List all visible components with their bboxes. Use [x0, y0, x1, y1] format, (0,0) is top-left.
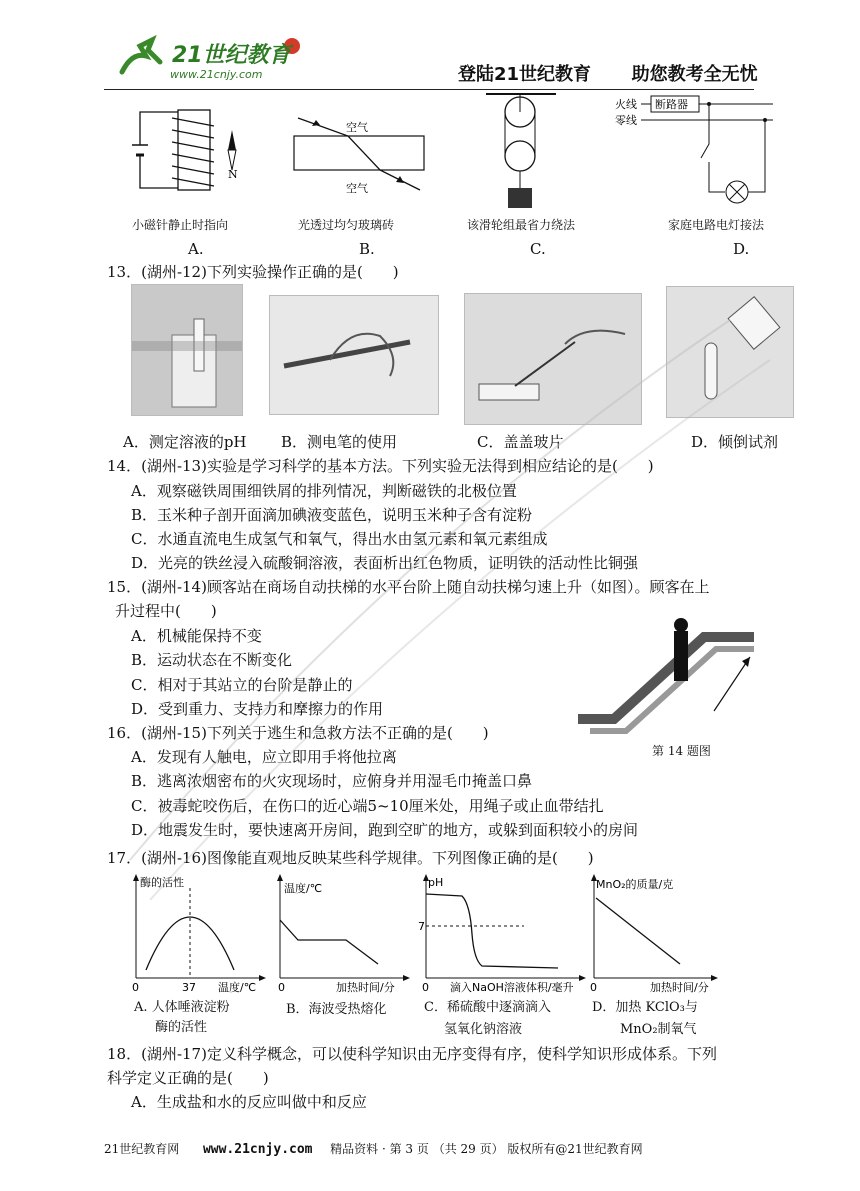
caption-d: 家庭电路电灯接法: [668, 218, 765, 232]
svg-text:空气: 空气: [346, 182, 368, 195]
q15-figure-caption: 第 14 题图: [652, 744, 711, 758]
pour-reagent-photo: [666, 286, 794, 418]
q14-option-b: B．玉米种子剖开面滴加碘液变蓝色，说明玉米种子含有淀粉: [131, 506, 533, 524]
graph-d-caption-1: D．加热 KClO₃与: [592, 1000, 698, 1015]
pulley-figure: [486, 92, 556, 212]
graph-d-caption-2: MnO₂制氧气: [620, 1022, 697, 1037]
q15-option-d: D．受到重力、支持力和摩擦力的作用: [131, 700, 384, 718]
graph-a-caption-2: 酶的活性: [155, 1020, 208, 1035]
graph-mno2-mass: [588, 874, 723, 994]
q13-option-c: C．盖盖玻片: [477, 433, 564, 451]
q18-stem-line1: 18．(湖州-17)定义科学概念，可以使科学知识由无序变得有序，使科学知识形成体系。下列: [107, 1045, 717, 1063]
footer-info: 精品资料 · 第 3 页 （共 29 页） 版权所有@21世纪教育网: [330, 1142, 643, 1156]
solenoid-figure: [128, 100, 248, 195]
graph-a-caption-1: A. 人体唾液淀粉: [134, 1000, 230, 1015]
household-circuit-figure: [615, 94, 775, 206]
svg-text:温度/℃: 温度/℃: [284, 882, 323, 895]
svg-text:加热时间/分: 加热时间/分: [336, 981, 395, 994]
q15-option-c: C．相对于其站立的台阶是静止的: [131, 676, 353, 694]
graph-c-caption-1: C．稀硫酸中逐滴滴入: [424, 1000, 551, 1015]
label-a: A.: [188, 240, 204, 258]
q15-stem-line2: 升过程中( ): [115, 602, 217, 620]
q15-option-b: B．运动状态在不断变化: [131, 651, 293, 669]
svg-text:pH: pH: [428, 876, 444, 889]
footer-url: www.21cnjy.com: [202, 1142, 313, 1157]
svg-text:加热时间/分: 加热时间/分: [650, 981, 709, 994]
caption-a: 小磁针静止时指向: [132, 218, 229, 232]
label-b: B.: [359, 240, 375, 258]
footer: [104, 1140, 643, 1157]
svg-text:滴入NaOH溶液体积/毫升: 滴入NaOH溶液体积/毫升: [450, 981, 574, 994]
header-rule: [104, 89, 754, 90]
svg-text:7: 7: [418, 920, 425, 933]
q14-stem: 14．(湖州-13)实验是学习科学的基本方法。下列实验无法得到相应结论的是( ): [107, 457, 654, 475]
svg-text:0: 0: [132, 981, 139, 994]
glass-brick-figure: [290, 110, 430, 195]
graph-enzyme: [130, 874, 270, 994]
q14-option-d: D．光亮的铁丝浸入硫酸铜溶液，表面析出红色物质，证明铁的活动性比铜强: [131, 554, 639, 572]
svg-text:温度/℃: 温度/℃: [218, 981, 257, 994]
logo: [112, 32, 302, 84]
q15-stem-line1: 15．(湖州-14)顾客站在商场自动扶梯的水平台阶上随自动扶梯匀速上升（如图）。顾客在上: [107, 578, 710, 596]
svg-text:0: 0: [278, 981, 285, 994]
cover-slip-photo: [464, 293, 642, 425]
svg-text:零线: 零线: [615, 114, 637, 127]
svg-text:MnO₂的质量/克: MnO₂的质量/克: [596, 878, 674, 891]
q16-option-a: A．发现有人触电，应立即用手将他拉离: [131, 748, 397, 766]
graph-hypo-melting: [274, 874, 414, 994]
graph-ph-titration: [418, 874, 588, 994]
q18-stem-line2: 科学定义正确的是( ): [107, 1069, 269, 1087]
caption-b: 光透过均匀玻璃砖: [298, 218, 395, 232]
svg-text:0: 0: [590, 981, 597, 994]
svg-text:www.21cnjy.com: www.21cnjy.com: [170, 68, 263, 81]
q16-option-d: D．地震发生时，要快速离开房间，跑到空旷的地方，或躲到面积较小的房间: [131, 821, 639, 839]
slogan-right: 助您教考全无忧: [631, 64, 758, 85]
q14-option-c: C．水通直流电生成氢气和氧气，得出水由氢元素和氧元素组成: [131, 530, 548, 548]
header-slogan: [458, 60, 758, 86]
ph-test-photo: [131, 284, 243, 416]
footer-site: 21世纪教育网: [104, 1142, 180, 1156]
q13-stem: 13．(湖州-12)下列实验操作正确的是( ): [107, 263, 399, 281]
test-pen-photo: [269, 295, 439, 415]
q16-option-c: C．被毒蛇咬伤后，在伤口的近心端5~10厘米处，用绳子或止血带结扎: [131, 797, 604, 815]
q17-stem: 17．(湖州-16)图像能直观地反映某些科学规律。下列图像正确的是( ): [107, 849, 594, 867]
graph-b-caption: B．海波受热熔化: [286, 1002, 387, 1017]
svg-text:火线: 火线: [615, 98, 637, 111]
svg-text:N: N: [228, 168, 238, 181]
label-d: D.: [733, 240, 750, 258]
escalator-figure: [574, 603, 758, 743]
slogan-left: 登陆21世纪教育: [458, 64, 592, 85]
q13-option-d: D．倾倒试剂: [691, 433, 779, 451]
svg-text:37: 37: [182, 981, 196, 994]
svg-text:断路器: 断路器: [655, 98, 688, 111]
logo-runner-icon: [112, 32, 302, 84]
svg-text:酶的活性: 酶的活性: [140, 876, 184, 889]
caption-c: 该滑轮组最省力绕法: [467, 218, 576, 232]
svg-text:空气: 空气: [346, 121, 368, 134]
svg-text:0: 0: [422, 981, 429, 994]
q16-stem: 16．(湖州-15)下列关于逃生和急救方法不正确的是( ): [107, 724, 489, 742]
q18-option-a: A．生成盐和水的反应叫做中和反应: [131, 1093, 367, 1111]
label-c: C.: [530, 240, 546, 258]
svg-text:21世纪教育: 21世纪教育: [172, 43, 291, 68]
q13-option-b: B．测电笔的使用: [281, 433, 398, 451]
q14-option-a: A．观察磁铁周围细铁屑的排列情况，判断磁铁的北极位置: [131, 482, 517, 500]
graph-c-caption-2: 氢氧化钠溶液: [444, 1022, 523, 1037]
q13-option-a: A．测定溶液的pH: [123, 433, 247, 451]
q16-option-b: B．逃离浓烟密布的火灾现场时，应俯身并用湿毛巾掩盖口鼻: [131, 772, 533, 790]
q15-option-a: A．机械能保持不变: [131, 627, 262, 645]
